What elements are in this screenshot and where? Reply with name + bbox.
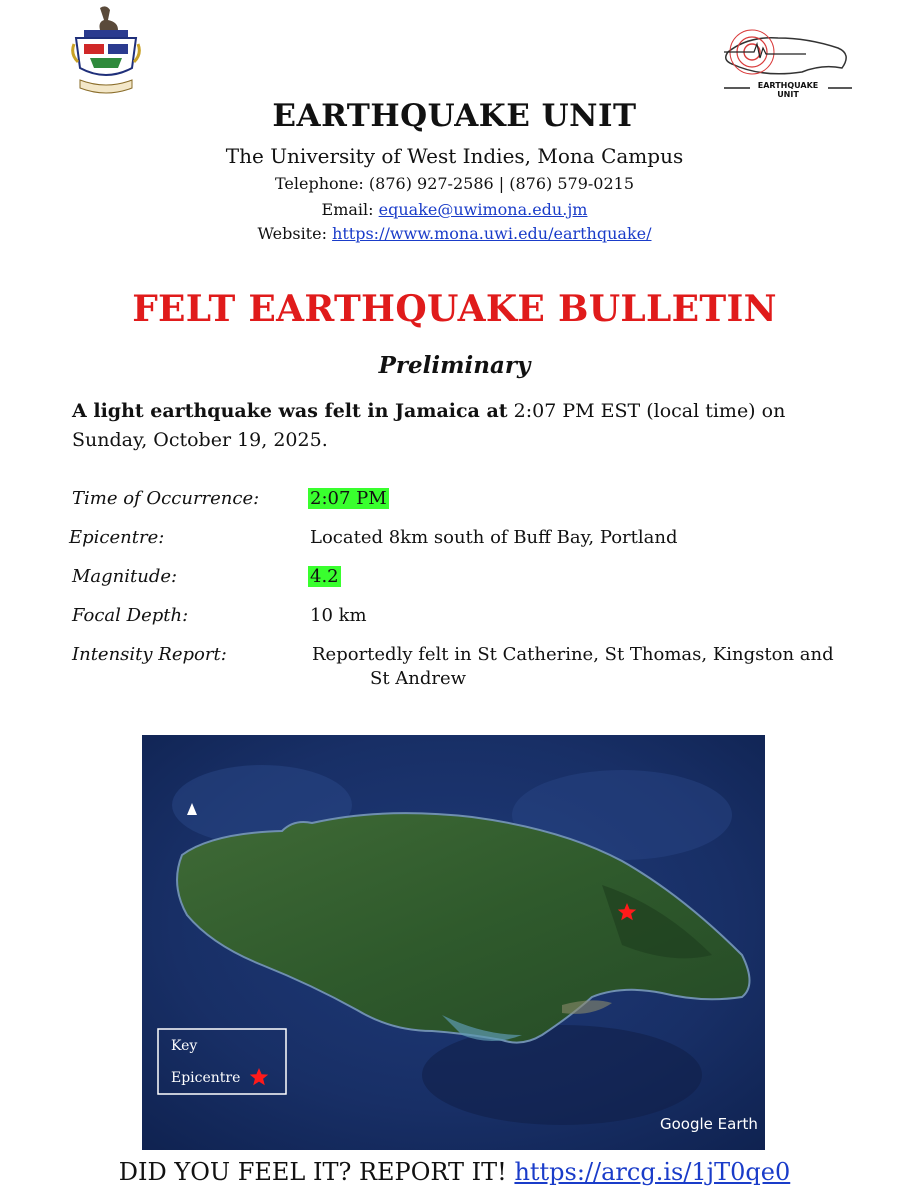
depth-label: Focal Depth: [72,605,189,626]
magnitude-value [308,566,341,587]
unit-title: EARTHQUAKE UNIT [272,98,637,134]
right-logo-label: EARTHQUAKE UNIT [757,81,819,99]
google-earth-attribution: Google Earth [660,1115,758,1133]
magnitude-label: Magnitude: [72,566,178,587]
epicentre-map [142,735,765,1150]
magnitude-value-text: 4.2 [310,566,339,587]
jamaica-satellite-image [142,735,765,1150]
email-line [0,200,909,219]
intro-rest-text: 2:07 PM EST (local time) on Sunday, October 19, 2025. [72,400,786,451]
telephone-line [0,174,909,193]
intensity-value-line1: Reportedly felt in St Catherine, St Thomas, Kingston and [312,644,834,665]
website-link[interactable]: https://www.mona.uwi.edu/earthquake/ [332,224,652,243]
epicentre-value: Located 8km south of Buff Bay, Portland [310,527,678,548]
university-name: The University of West Indies, Mona Campus [225,144,684,168]
report-text: DID YOU FEEL IT? REPORT IT! [118,1158,507,1186]
website-label: Website: [257,224,327,243]
email-label: Email: [321,200,374,219]
bulletin-intro [72,397,842,455]
epicentre-label: Epicentre: [69,527,165,548]
key-title: Key [171,1038,198,1054]
intensity-label: Intensity Report: [72,644,227,665]
intensity-value-line2: St Andrew [370,668,467,689]
email-link[interactable]: equake@uwimona.edu.jm [378,200,588,219]
website-line [0,224,909,243]
uwi-crest-logo [70,4,142,96]
bulletin-subtitle: Preliminary [378,352,531,379]
intro-bold-text: A light earthquake was felt in Jamaica at [72,400,508,422]
earthquake-unit-logo [718,22,858,98]
report-link[interactable]: https://arcg.is/1jT0qe0 [514,1158,791,1186]
telephone-label: Telephone: [274,174,364,193]
depth-value: 10 km [310,605,367,626]
time-value-text: 2:07 PM [310,488,387,509]
time-label: Time of Occurrence: [72,488,260,509]
time-value [308,488,389,509]
key-epicentre-label: Epicentre [171,1070,241,1086]
report-line [0,1158,909,1186]
bulletin-title: FELT EARTHQUAKE BULLETIN [132,288,777,330]
telephone-value: (876) 927-2586 | (876) 579-0215 [368,174,635,193]
